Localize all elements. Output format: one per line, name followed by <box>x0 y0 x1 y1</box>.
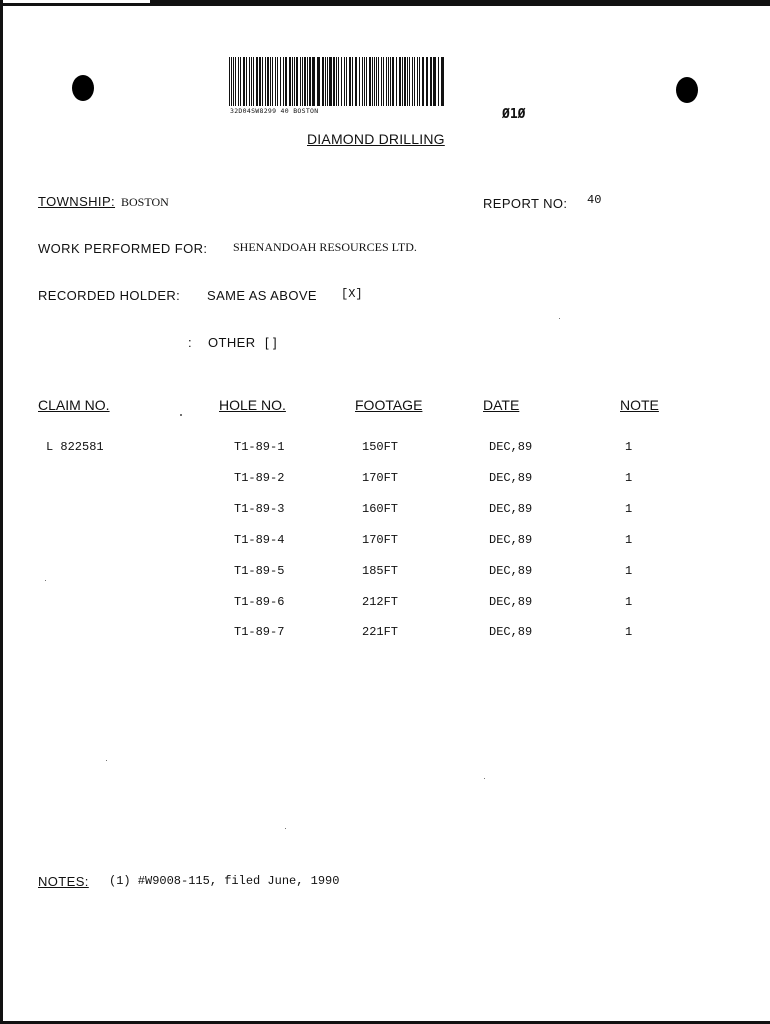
scan-speck <box>106 760 107 761</box>
hole-number: T1-89-6 <box>234 595 285 609</box>
other-prefix: : <box>188 335 193 350</box>
punch-hole-left <box>72 75 94 101</box>
header-date: DATE <box>483 397 520 413</box>
footage-value: 160FT <box>362 502 399 516</box>
date-value: DEC,89 <box>489 625 533 639</box>
date-value: DEC,89 <box>489 502 533 516</box>
date-value: DEC,89 <box>489 564 533 578</box>
page-title: DIAMOND DRILLING <box>307 131 445 147</box>
footage-value: 170FT <box>362 533 399 547</box>
header-claim-no: CLAIM NO. <box>38 397 110 413</box>
hole-number: T1-89-5 <box>234 564 285 578</box>
footage-value: 170FT <box>362 471 399 485</box>
footage-value: 150FT <box>362 440 399 454</box>
page-border-left <box>0 0 3 1024</box>
footage-value: 212FT <box>362 595 399 609</box>
other-label: OTHER <box>208 335 256 350</box>
scan-speck <box>45 580 46 581</box>
hole-number: T1-89-2 <box>234 471 285 485</box>
hole-number: T1-89-3 <box>234 502 285 516</box>
work-performed-value: SHENANDOAH RESOURCES LTD. <box>233 240 417 254</box>
punch-hole-right <box>676 77 698 103</box>
note-value: 1 <box>625 625 633 639</box>
report-value: 40 <box>587 193 602 207</box>
scan-speck <box>285 828 286 829</box>
note-value: 1 <box>625 533 633 547</box>
hole-number: T1-89-4 <box>234 533 285 547</box>
barcode <box>228 57 448 119</box>
hole-number: T1-89-7 <box>234 625 285 639</box>
hole-number: T1-89-1 <box>234 440 285 454</box>
page-code: Ø1Ø <box>502 107 526 122</box>
work-performed-label: WORK PERFORMED FOR: <box>38 241 208 256</box>
same-as-above-label: SAME AS ABOVE <box>207 288 317 303</box>
note-value: 1 <box>625 595 633 609</box>
note-value: 1 <box>625 471 633 485</box>
report-label: REPORT NO: <box>483 196 568 211</box>
header-hole-no: HOLE NO. <box>219 397 286 413</box>
recorded-holder-label: RECORDED HOLDER: <box>38 288 181 303</box>
date-value: DEC,89 <box>489 533 533 547</box>
notes-text: (1) #W9008-115, filed June, 1990 <box>109 874 340 888</box>
page-border-gap <box>0 0 150 3</box>
note-value: 1 <box>625 564 633 578</box>
header-note: NOTE <box>620 397 659 413</box>
scan-speck <box>484 778 485 779</box>
footage-value: 185FT <box>362 564 399 578</box>
date-value: DEC,89 <box>489 471 533 485</box>
claim-number: L 822581 <box>46 440 104 454</box>
notes-label: NOTES: <box>38 874 89 889</box>
note-value: 1 <box>625 502 633 516</box>
barcode-caption: 32D04SW8299 40 BOSTON <box>230 107 319 115</box>
header-footage: FOOTAGE <box>355 397 423 413</box>
note-value: 1 <box>625 440 633 454</box>
township-value: BOSTON <box>121 195 169 209</box>
other-checkbox: [ ] <box>265 335 278 350</box>
barcode-bars <box>228 57 446 106</box>
date-value: DEC,89 <box>489 595 533 609</box>
same-as-above-checkbox: [X] <box>341 287 363 301</box>
scan-speck <box>180 414 182 416</box>
scan-speck <box>559 318 560 319</box>
date-value: DEC,89 <box>489 440 533 454</box>
footage-value: 221FT <box>362 625 399 639</box>
township-label: TOWNSHIP: <box>38 194 116 209</box>
